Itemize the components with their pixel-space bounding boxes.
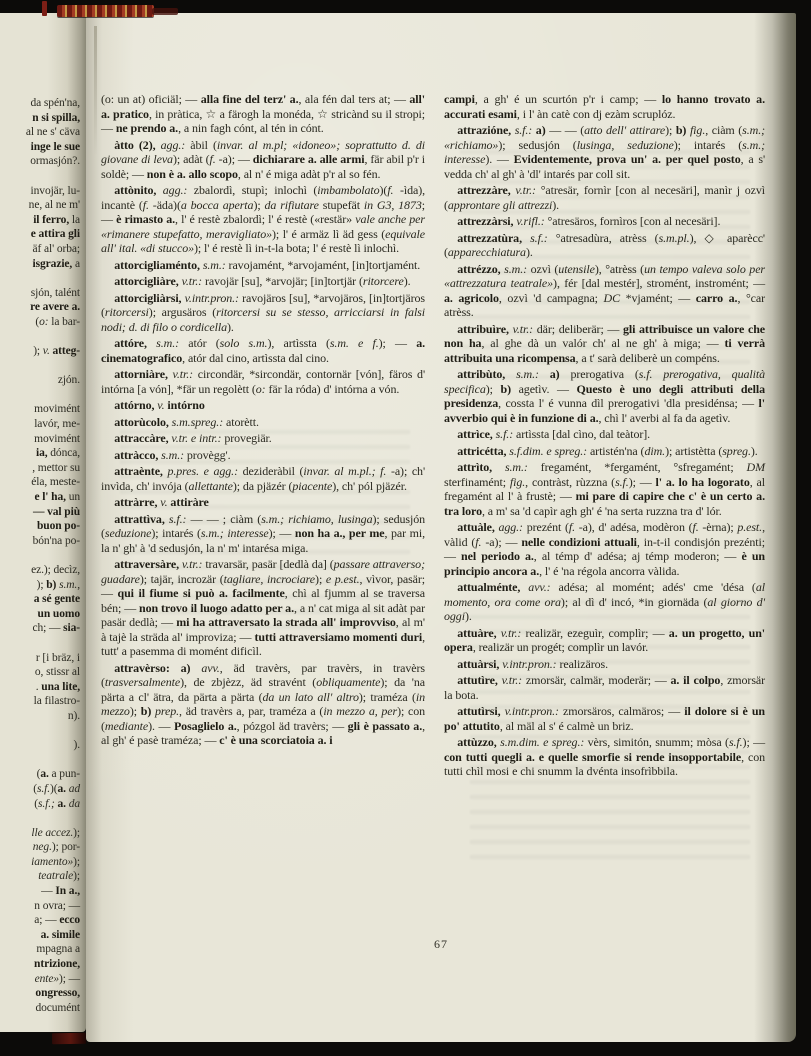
fragment-line: [0, 169, 80, 184]
fragment-line: — In a.,: [41, 885, 80, 898]
fragment-line: n si spilla,: [32, 111, 80, 124]
dictionary-entry: attualménte, avv.: adésa; al momént; adés' cme 'désa (al momento, ora come ora); al dì d' incó, *in giornäda (al giorno d' oggi).: [444, 580, 765, 623]
gutter-crease: [94, 26, 97, 156]
fragment-line: e l' ha, un: [34, 491, 80, 504]
dictionary-entry: attutìre, v.tr.: zmorsär, calmär, moderär; — a. il colpo, zmorsär la bota.: [444, 673, 766, 702]
fragment-line: o, stissr al: [34, 666, 80, 679]
fragment-line: ); b) s.m.,: [36, 578, 80, 591]
left-page-fragments: [0, 96, 84, 1015]
dictionary-entry: attravèrso: a) avv., äd travèrs, par travèrs, in travèrs (trasversalmente), de zbjèzz, äd stravént (obliquamente); da 'na pärta a cl' ätra, da pärta a pärta (da un lato all' altro); traméza (in mezzo); b) prep., äd travèrs a, par, traméza a (in mezzo a, per); con (mediante). — Posaglielo a., pózgol äd travèrs; — gli è passato a., al gh' é pasè traméza; — c' è una scorciatoia a. i: [101, 660, 426, 747]
fragment-line: buon po-: [37, 520, 80, 533]
fragment-line: il ferro, la: [33, 213, 80, 226]
dictionary-entry: attrezzatùra, s.f.: °atresadùra, atrèss (s.m.pl.), ◇ aparècc' (apparecchiatura).: [444, 230, 765, 259]
dictionary-entry: attraversàre, v.tr.: travarsär, pasär [dedlà da] (passare attraverso; guadare); tajär, incrozär (tagliare, incrociare); e p.est., vìvor, pasär; — qui il fiume si può a. facilmente, chì al fjumm al se traversa bén; — non trovo il luogo adatto per a., a n' cat miga al sit adàt par pasär dedlà; — mi ha attraversato la strada all' improvviso, al m' à tajè la sträda al' improviza; — tutti attraversiamo momenti duri, tutt' a pasemma di momént dificìl.: [101, 557, 425, 658]
page-number: 67: [434, 937, 448, 951]
fragment-line: [0, 548, 80, 563]
fragment-line: a sé gente: [33, 593, 80, 606]
fragment-line: äf al' orba;: [32, 242, 80, 255]
fragment-line: teatrale);: [38, 870, 80, 883]
headband-tick: [42, 1, 47, 16]
headband-smear: [152, 8, 178, 15]
fragment-line: iamento»);: [31, 855, 80, 868]
dictionary-entry: attóre, s.m.: atór (solo s.m.), artìssta (s.m. e f.); — a. cinematografico, atór dal cino, artìssta dal cino.: [101, 336, 425, 365]
fragment-line: zjón.: [57, 374, 80, 387]
fragment-line: (s.f.)(a. ad: [33, 782, 80, 795]
dictionary-entry: attònito, agg.: zbalordì, stupì; inlochì (imbambolato)(f. -ìda), incantè (f. -äda)(a bocca aperta); da rifiutare stupefät in G3, 1873; — è rimasto a., l' é restè zbalordì; l' é restè («restär» vale anche per «rimanere stupefatto, meravigliato»); l' é armäz lì äd gess (equivale all' ital. «di stucco»); l' é restè lì in-t-la bota; l' é restè lì inlochì.: [101, 183, 426, 255]
right-column: [444, 92, 765, 781]
fragment-line: [0, 388, 80, 403]
fragment-line: n).: [67, 709, 80, 722]
dictionary-entry: attribùto, s.m.: a) prerogativa (s.f. prerogativa, qualità specifica); b) agetìv. — Questo è uno degli attributi della presidenza, cossta l' é vunna dìl prerogativi 'dla presidénsa; — l' avverbio qui è in funzione di a., chì l' averbi al fa da agetìv.: [444, 367, 765, 425]
fragment-line: mpagna a: [36, 943, 80, 956]
fragment-line: [0, 811, 80, 826]
fragment-line: lle accez.);: [31, 826, 80, 839]
dictionary-entry: campi, a gh' é un scurtón p'r i camp; — lo hanno trovato a. accurati esami, i l' àn catè con dj ezàm scruplóz.: [444, 92, 765, 121]
fragment-line: ente»); —: [34, 972, 80, 985]
dictionary-entry: attorcigliàrsi, v.intr.pron.: ravojäros [su], *arvojäros, [in]tortjäros (ritorcersi); argusäros (ritorcersi su se stesso, arricciarsi in falsi nodi; d. di filo o cordicella).: [101, 290, 425, 334]
dictionary-entry: attorcigliaménto, s.m.: ravojamént, *arvojamént, [in]tortjamént.: [114, 257, 421, 272]
fragment-line: éla, meste-: [31, 476, 80, 489]
fragment-line: e attira gli: [30, 228, 80, 241]
dictionary-entry: attrezzàrsi, v.rifl.: °atresäros, fornìros [con al necesäri].: [457, 214, 721, 228]
dictionary-entry: attrìto, s.m.: fregamént, *fergamént, °sfregamént; DM sterfinamént; fig., contràst, rùzzna (s.f.); — l' a. lo ha logorato, al fregamént al l' à frustè; — mi pare di capire che c' è un certo a. tra loro, a m' sa 'd capìr agh gh' é 'na serta ruzzna tra d' lór.: [444, 460, 766, 518]
fragment-line: ne, al ne m': [28, 199, 80, 212]
dictionary-entry: attuàre, v.tr.: realizär, ezeguìr, complìr; — a. un progetto, un' opera, realizär un progét; complìr un lavór.: [444, 625, 766, 654]
fragment-line: n ovra; —: [34, 899, 80, 912]
dictionary-entry: attrìce, s.f.: artìssta [dal cìno, dal teàtor].: [457, 427, 651, 441]
dictionary-entry: attuàle, agg.: prezént (f. -a), d' adésa, modèron (f. -èrna); p.est., vàlid (f. -a); — nelle condizioni attuali, in-t-il condisjón prezénti; — nel periodo a., al témp d' adésa; aj témp moderon; — è un principio ancora a., l' é 'na régola ancorra vàlida.: [444, 520, 765, 578]
fragment-line: [0, 271, 80, 286]
headband: [57, 5, 154, 17]
fragment-line: sjón, talént: [30, 286, 80, 299]
dictionary-entry: àtto (2), agg.: àbil (invar. al m.pl; «idoneo»; soprattutto d. di giovane di leva); adàt (f. -a); — dichiarare a. alle armi, fär abil p'r i soldè; — non è a. allo scopo, al n' é miga adàt p'r al so fén.: [101, 137, 425, 181]
dictionary-entry: attrazióne, s.f.: a) — — (atto dell' attirare); b) fig., ciàm (s.m.; «richiamo»); sedusjón (lusinga, seduzione); intarés (s.m.; interesse). — Evidentemente, prova un' a. per quel posto, a s' vedda ch' al gh' à 'dl' intarés par coll sit.: [444, 123, 766, 181]
dictionary-entry: attutìrsi, v.intr.pron.: zmorsäros, calmäros; — il dolore si è un po' attutito, al mäl al s' é calmè un briz.: [444, 704, 765, 733]
fragment-line: inge le sue: [30, 140, 80, 153]
dictionary-entry: attórno, v. intórno: [114, 398, 205, 412]
dictionary-entry: attràrre, v. attiràre: [114, 495, 209, 509]
fragment-line: lavór, me-: [34, 418, 80, 431]
fragment-line: (s.f.; a. da: [34, 797, 80, 810]
dictionary-entry: attorùcolo, s.m.spreg.: atorètt.: [114, 414, 259, 429]
fragment-line: ); v. atteg-: [33, 345, 80, 358]
fragment-line: invojär, lu-: [30, 184, 80, 197]
fragment-line: . una lite,: [35, 680, 80, 693]
fragment-line: movimént: [34, 403, 80, 416]
fragment-line: ormasjón?.: [30, 155, 80, 168]
fragment-line: neg.); por-: [32, 841, 80, 854]
fragment-line: (o: la bar-: [35, 315, 80, 328]
dictionary-entry: attraccàre, v.tr. e intr.: provegiär.: [114, 431, 272, 445]
dictionary-entry: attraènte, p.pres. e agg.: dezideràbil (invar. al m.pl.; f. -a); ch' invìda, ch' invója (allettante); da pjäzér (piacente), ch' pól pjäzér.: [101, 464, 426, 493]
left-column: [101, 92, 425, 750]
dictionary-entry: attrattìva, s.f.: — — ; ciàm (s.m.; richiamo, lusinga); sedusjón (seduzione); intarés (s.m.; interesse); — non ha a., per me, par mi, la n' gh' à 'd sedusjón, la n' m' intarésa miga.: [101, 511, 425, 555]
fragment-line: [0, 636, 80, 651]
dictionary-entry: attribuìre, v.tr.: där; deliberär; — gli attribuisce un valore che non ha, al ghe dà un valór ch' al ne gh' à miga; — ti verrà attribuita una ricompensa, a t' sarà deliberè un compéns.: [444, 321, 766, 365]
fragment-line: [0, 359, 80, 374]
dictionary-entry: attuàrsi, v.intr.pron.: realizäros.: [457, 656, 608, 671]
fragment-line: ongresso,: [35, 987, 80, 1000]
dictionary-entry: attorcigliàre, v.tr.: ravojär [su], *arvojär; [in]tortjär (ritorcere).: [114, 274, 411, 288]
dictionary-entry: attorniàre, v.tr.: circondär, *sircondär, contornär [vón], färos d' intórna [a vón], *fär un regolètt (o: fär la róda) d' intórna a vón.: [101, 367, 426, 396]
fragment-line: ia, dónca,: [35, 447, 80, 460]
dictionary-entry: (o: un at) oficiäl; — alla fine del terz' a., ala fén dal ters at; — all' a. pratico, in pràtica, ☆ a färogh la monéda, ☆ stricànd su il stropi; — ne prendo a., a nin fagh cónt, al tén in cónt.: [101, 92, 425, 135]
dictionary-entry: attrézzo, s.m.: ozvì (utensile), °atrèss (un tempo valeva solo per «attrezzatura teatrale»), fér [dal mestér], stromént, instromént; — a. agricolo, ozvì 'd campagna; DC *vjamént; — carro a., °car atrèss.: [444, 261, 765, 319]
cover-edge-sliver: [52, 1033, 86, 1045]
dictionary-entry: attricétta, s.f.dim. e spreg.: artistén'na (dim.); artistètta (spreg.).: [457, 443, 758, 458]
fragment-line: — val più: [32, 505, 80, 518]
fragment-line: a. simile: [40, 928, 80, 941]
fragment-line: [0, 330, 80, 345]
fragment-line: isgrazie, a: [32, 257, 80, 270]
dictionary-entry: attrezzàre, v.tr.: °atresär, fornìr [con al necesäri], manìr j ozvì (approntare gli attrezzi).: [444, 183, 765, 212]
fragment-line: ).: [73, 739, 80, 752]
fragment-line: ch; — sia-: [32, 622, 80, 635]
fragment-line: movimént: [34, 432, 80, 445]
fragment-line: al ne s' cäva: [25, 126, 80, 139]
dictionary-entry: attràcco, s.m.: provègg'.: [114, 447, 231, 462]
fragment-line: un uomo: [37, 607, 80, 620]
fragment-line: ez.); decìz,: [31, 564, 80, 576]
fragment-line: a; — ecco: [34, 914, 80, 927]
dictionary-entry: attùzzo, s.m.dim. e spreg.: vèrs, simitón, snumm; mòsa (s.f.); — con tutti quegli a. e quelle smorfie si rende insopportabile, con tutti chìl mosi e chi snumm la dvénta insofrìbbila.: [444, 735, 765, 778]
fragment-line: [0, 724, 80, 739]
fragment-line: [0, 753, 80, 768]
fragment-line: r [i bräz, i: [35, 651, 80, 664]
fragment-line: re avere a.: [30, 301, 80, 314]
fragment-line: , mettor su: [32, 461, 80, 474]
fragment-line: documént: [35, 1001, 80, 1014]
fragment-line: da spén'na,: [30, 97, 80, 109]
fragment-line: ntrizione,: [34, 958, 80, 971]
fragment-line: la filastro-: [33, 695, 80, 708]
fragment-line: (a. a pun-: [36, 768, 80, 781]
fragment-line: bón'na po-: [32, 534, 80, 547]
